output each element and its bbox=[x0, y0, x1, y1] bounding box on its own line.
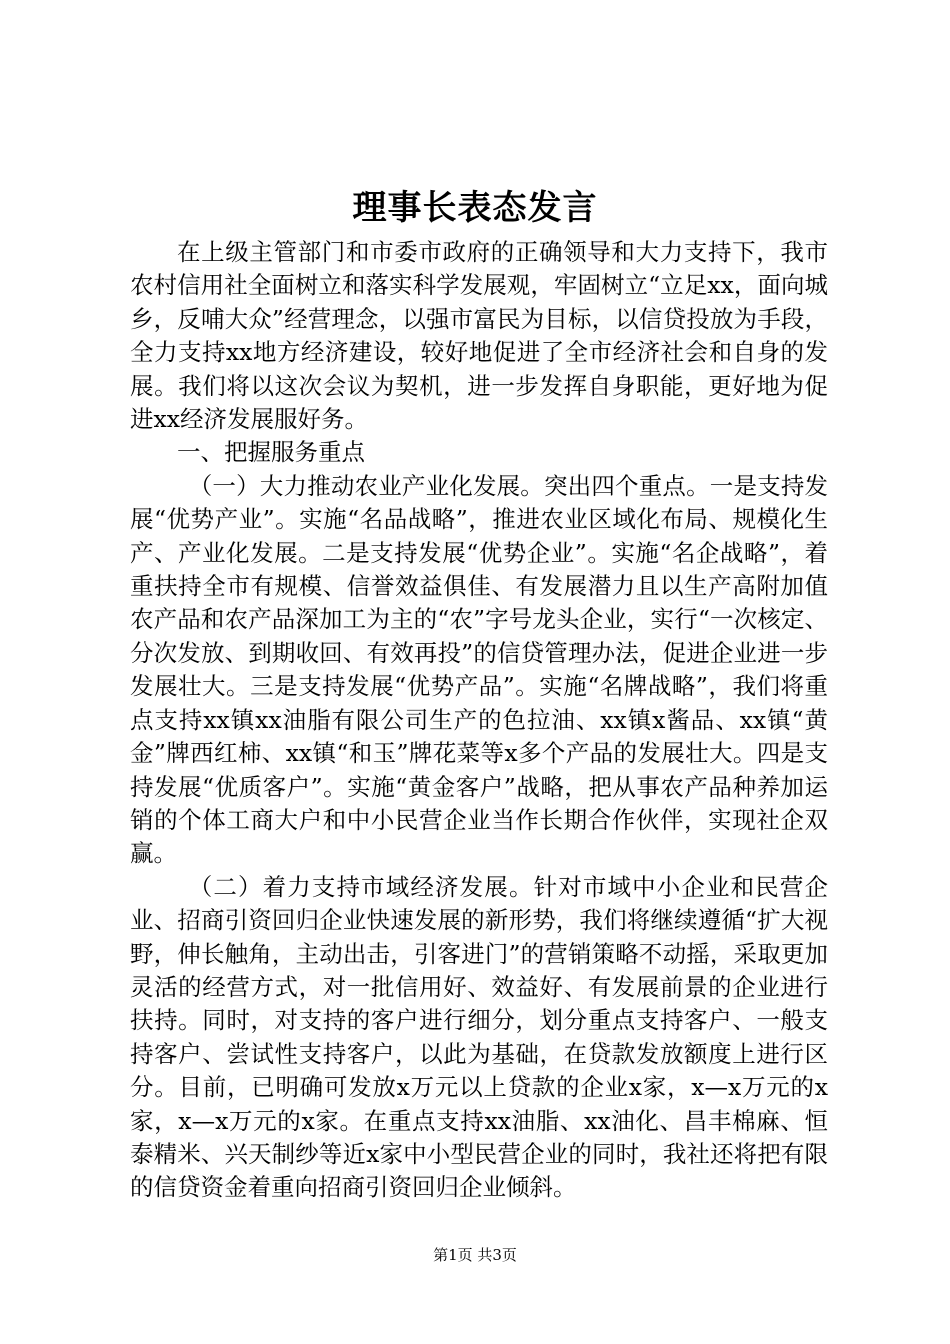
subsection-two-paragraph: （二）着力支持市域经济发展。针对市域中小企业和民营企业、招商引资回归企业快速发展的新形势，我们将继续遵循“扩大视野，伸长触角，主动出击，引客进门”的营销策略不动摇，采取更加灵活的经营方式，对一批信用好、效益好、有发展前景的企业进行扶持。同时，对支持的客户进行细分，划分重点支持客户、一般支持客户、尝试性支持客户，以此为基础，在贷款发放额度上进行区分。目前，已明确可发放x万元以上贷款的企业x家，x—x万元的x家，x—x万元的x家。在重点支持xx油脂、xx油化、昌丰棉麻、恒泰精米、兴天制纱等近x家中小型民营企业的同时，我社还将把有限的信贷资金着重向招商引资回归企业倾斜。 bbox=[130, 872, 828, 1202]
intro-paragraph: 在上级主管部门和市委市政府的正确领导和大力支持下，我市农村信用社全面树立和落实科学发展观，牢固树立“立足xx，面向城乡，反哺大众”经营理念，以强市富民为目标，以信贷投放为手段，全力支持xx地方经济建设，较好地促进了全市经济社会和自身的发展。我们将以这次会议为契机，进一步发挥自身职能，更好地为促进xx经济发展服好务。 bbox=[130, 238, 828, 434]
document-body bbox=[130, 236, 828, 1205]
document-title: 理事长表态发言 bbox=[352, 188, 598, 228]
section-heading: 一、把握服务重点 bbox=[177, 438, 365, 467]
page-number-footer: 第1页 共3页 bbox=[433, 1246, 517, 1264]
subsection-one-paragraph: （一）大力推动农业产业化发展。突出四个重点。一是支持发展“优势产业”。实施“名品战略”，推进农业区域化布局、规模化生产、产业化发展。二是支持发展“优势企业”。实施“名企战略”，着重扶持全市有规模、信誉效益俱佳、有发展潜力且以生产高附加值农产品和农产品深加工为主的“农”字号龙头企业，实行“一次核定、分次发放、到期收回、有效再投”的信贷管理办法，促进企业进一步发展壮大。三是支持发展“优势产品”。实施“名牌战略”，我们将重点支持xx镇xx油脂有限公司生产的色拉油、xx镇x酱品、xx镇“黄金”牌西红柿、xx镇“和玉”牌花菜等x多个产品的发展壮大。四是支持发展“优质客户”。实施“黄金客户”战略，把从事农产品种养加运销的个体工商大户和中小民营企业当作长期合作伙伴，实现社企双赢。 bbox=[130, 471, 828, 868]
